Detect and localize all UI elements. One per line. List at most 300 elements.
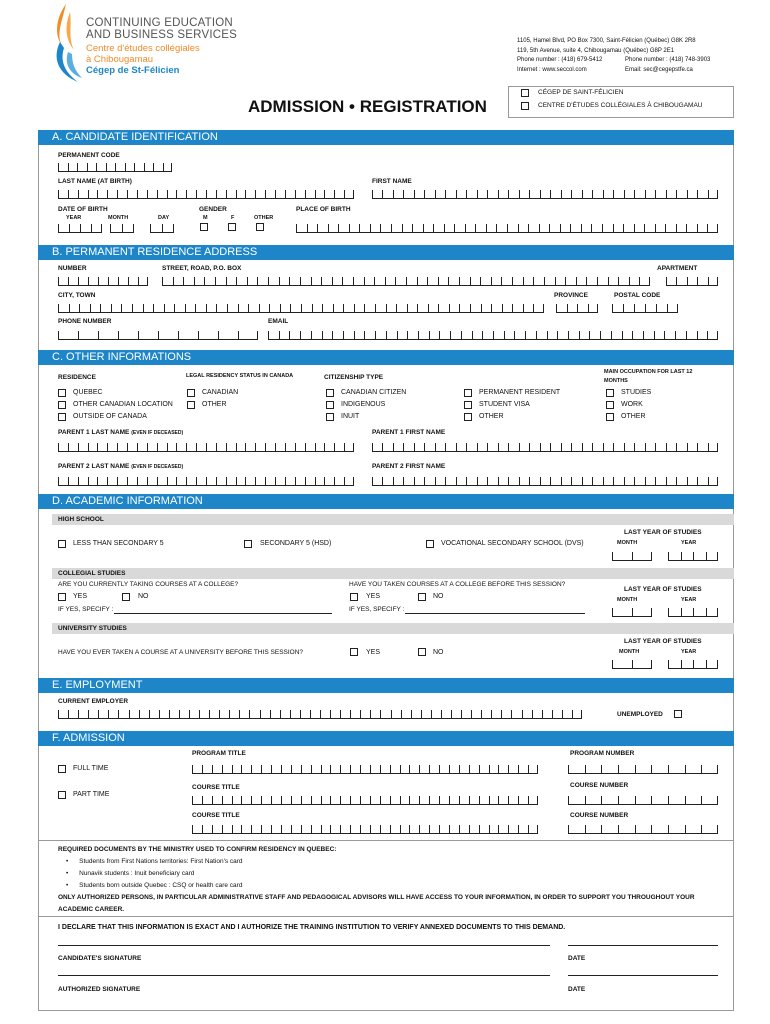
campus-option-label: CENTRE D'ÉTUDES COLLÉGIALES À CHIBOUGAMAU — [538, 102, 703, 109]
occupation-other-checkbox[interactable] — [606, 413, 614, 421]
box-divider — [552, 710, 553, 718]
box-divider — [508, 190, 509, 198]
box-divider — [489, 825, 490, 833]
box-divider — [311, 765, 312, 773]
year-label: YEAR — [66, 215, 82, 221]
box-divider — [624, 443, 625, 451]
gender-m-checkbox[interactable] — [200, 223, 208, 231]
box-divider — [475, 224, 476, 232]
box-divider — [268, 277, 269, 285]
hs-last-year-label: LAST YEAR OF STUDIES — [624, 529, 702, 536]
box-divider — [540, 190, 541, 198]
box-divider — [364, 304, 365, 312]
box-divider — [353, 277, 354, 285]
box-divider — [390, 825, 391, 833]
birth-year-field[interactable] — [58, 221, 102, 233]
part-time-checkbox[interactable] — [58, 791, 66, 799]
citizen-inuit-checkbox[interactable] — [326, 413, 334, 421]
gender-other-checkbox[interactable] — [256, 223, 264, 231]
box-divider — [202, 825, 203, 833]
box-divider — [498, 477, 499, 485]
box-divider — [78, 477, 79, 485]
box-divider — [668, 796, 669, 804]
parent1-note: (EVEN IF DECEASED) — [131, 430, 184, 436]
legal-canadian-checkbox[interactable] — [187, 389, 195, 397]
box-divider — [666, 277, 667, 285]
box-divider — [645, 477, 646, 485]
box-divider — [226, 277, 227, 285]
box-divider — [632, 331, 633, 339]
hs-month-field[interactable] — [612, 549, 652, 561]
course-number-field-2[interactable] — [568, 822, 718, 834]
box-divider — [58, 304, 59, 312]
box-divider — [697, 190, 698, 198]
campus-stfelicien-checkbox[interactable] — [521, 89, 529, 97]
month-label: MONTH — [619, 649, 640, 655]
box-divider — [58, 331, 59, 339]
street-label: STREET, ROAD, P.O. BOX — [162, 265, 242, 272]
box-divider — [149, 710, 150, 718]
box-divider — [419, 796, 420, 804]
box-divider — [651, 765, 652, 773]
box-divider — [424, 443, 425, 451]
box-divider — [529, 477, 530, 485]
box-divider — [493, 331, 494, 339]
program-number-field[interactable] — [568, 762, 718, 774]
college-month-field[interactable] — [612, 605, 652, 617]
box-divider — [171, 163, 172, 171]
box-divider — [390, 765, 391, 773]
box-divider — [295, 190, 296, 198]
box-divider — [88, 443, 89, 451]
box-divider — [79, 304, 80, 312]
box-divider — [239, 710, 240, 718]
box-divider — [448, 277, 449, 285]
box-divider — [330, 796, 331, 804]
box-divider — [340, 825, 341, 833]
no-label: NO — [138, 593, 149, 600]
box-divider — [360, 825, 361, 833]
box-divider — [514, 331, 515, 339]
box-divider — [144, 163, 145, 171]
box-divider — [445, 477, 446, 485]
option-label: CANADIAN — [202, 389, 239, 396]
yes-label: YES — [366, 649, 381, 656]
part-time-label: PART TIME — [73, 791, 110, 798]
box-divider — [644, 224, 645, 232]
gender-f-checkbox[interactable] — [228, 223, 236, 231]
box-divider — [212, 825, 213, 833]
box-divider — [429, 331, 430, 339]
box-divider — [634, 477, 635, 485]
box-divider — [456, 443, 457, 451]
box-divider — [375, 331, 376, 339]
box-divider — [91, 224, 92, 232]
box-divider — [251, 796, 252, 804]
box-divider — [472, 331, 473, 339]
birth-month-field[interactable] — [110, 221, 134, 233]
province-field[interactable] — [556, 301, 598, 313]
box-divider — [407, 331, 408, 339]
street-field[interactable] — [162, 274, 650, 286]
box-divider — [414, 190, 415, 198]
permanent-code-field[interactable] — [58, 160, 172, 172]
parent2-first-field[interactable] — [372, 474, 718, 486]
box-divider — [540, 477, 541, 485]
footer-divider — [38, 916, 734, 917]
box-divider — [179, 710, 180, 718]
email-field[interactable] — [268, 328, 718, 340]
current-no-checkbox[interactable] — [122, 593, 130, 601]
course-number-label: COURSE NUMBER — [570, 782, 629, 789]
box-divider — [525, 331, 526, 339]
box-divider — [465, 224, 466, 232]
box-divider — [487, 190, 488, 198]
box-divider — [589, 331, 590, 339]
gender-m-label: M — [203, 215, 208, 221]
current-specify-field[interactable] — [114, 607, 332, 614]
box-divider — [454, 224, 455, 232]
section-f-header: F. ADMISSION — [38, 731, 734, 746]
parent1-first-field[interactable] — [372, 440, 718, 452]
box-divider — [359, 224, 360, 232]
candidate-signature-field[interactable] — [58, 945, 550, 946]
province-label: PROVINCE — [554, 292, 588, 299]
option-label: INDIGENOUS — [341, 401, 386, 408]
q-univ-label: HAVE YOU EVER TAKEN A COURSE AT A UNIVERSITY BEFORE THIS SESSION? — [58, 649, 304, 656]
box-divider — [186, 443, 187, 451]
box-divider — [693, 660, 694, 668]
box-divider — [450, 331, 451, 339]
univ-year-field[interactable] — [668, 657, 718, 669]
box-divider — [417, 304, 418, 312]
box-divider — [603, 190, 604, 198]
box-divider — [414, 443, 415, 451]
box-divider — [528, 796, 529, 804]
college-year-field[interactable] — [668, 605, 718, 617]
privacy-notice: ONLY AUTHORIZED PERSONS, IN PARTICULAR ADMINISTRATIVE STAFF AND PEDAGOGICAL ADVISORS WILL HAVE ACCESS TO YOUR INFORMATION, IN ORDER TO SUPPORT YOU THROUGHOUT YOUR ACADEMIC CAREER. — [58, 894, 695, 913]
box-divider — [501, 277, 502, 285]
box-divider — [281, 825, 282, 833]
phone-field[interactable] — [58, 328, 258, 340]
option-label: WORK — [621, 401, 643, 408]
box-divider — [438, 304, 439, 312]
box-divider — [668, 552, 669, 560]
parent1-last-label — [58, 429, 183, 436]
box-divider — [147, 277, 148, 285]
box-divider — [693, 608, 694, 616]
box-divider — [701, 825, 702, 833]
box-divider — [424, 190, 425, 198]
box-divider — [269, 304, 270, 312]
box-divider — [372, 477, 373, 485]
parent1-last-field[interactable] — [58, 440, 354, 452]
box-divider — [577, 304, 578, 312]
unemployed-checkbox[interactable] — [674, 710, 682, 718]
box-divider — [439, 825, 440, 833]
box-divider — [612, 608, 613, 616]
box-divider — [167, 190, 168, 198]
box-divider — [137, 477, 138, 485]
box-divider — [603, 477, 604, 485]
box-divider — [189, 710, 190, 718]
high-school-subheader: HIGH SCHOOL — [52, 514, 734, 525]
before-specify-field[interactable] — [405, 607, 585, 614]
form-title: ADMISSION • REGISTRATION — [248, 97, 487, 116]
last-name-field[interactable] — [58, 187, 354, 199]
legal-status-label: LEGAL RESIDENCY STATUS IN CANADA — [186, 373, 294, 379]
box-divider — [406, 277, 407, 285]
box-divider — [568, 796, 569, 804]
box-divider — [330, 825, 331, 833]
box-divider — [236, 277, 237, 285]
box-divider — [529, 443, 530, 451]
box-divider — [127, 477, 128, 485]
logo-line3: Centre d'études collégiales — [86, 43, 200, 54]
box-divider — [449, 825, 450, 833]
parent2-last-field[interactable] — [58, 474, 354, 486]
program-title-field[interactable] — [192, 762, 538, 774]
city-field[interactable] — [58, 301, 544, 313]
univ-yes-checkbox[interactable] — [350, 648, 358, 656]
box-divider — [635, 765, 636, 773]
box-divider — [279, 331, 280, 339]
logo-line2: AND BUSINESS SERVICES — [86, 29, 237, 41]
box-divider — [382, 190, 383, 198]
box-divider — [147, 443, 148, 451]
box-divider — [466, 443, 467, 451]
box-divider — [482, 331, 483, 339]
box-divider — [290, 304, 291, 312]
box-divider — [386, 331, 387, 339]
box-divider — [632, 608, 633, 616]
box-divider — [470, 277, 471, 285]
hs-less-than-sec5-checkbox[interactable] — [58, 540, 66, 548]
box-divider — [697, 224, 698, 232]
box-divider — [491, 277, 492, 285]
box-divider — [353, 190, 354, 198]
box-divider — [290, 710, 291, 718]
option-label: OTHER — [202, 401, 227, 408]
box-divider — [226, 477, 227, 485]
postal-code-field[interactable] — [612, 301, 678, 313]
box-divider — [321, 796, 322, 804]
legal-other-checkbox[interactable] — [187, 401, 195, 409]
box-divider — [192, 765, 193, 773]
before-no-checkbox[interactable] — [418, 593, 426, 601]
box-divider — [439, 796, 440, 804]
apartment-field[interactable] — [666, 274, 718, 286]
box-divider — [350, 765, 351, 773]
box-divider — [537, 765, 538, 773]
box-divider — [380, 825, 381, 833]
box-divider — [311, 825, 312, 833]
course-number-field-1[interactable] — [568, 793, 718, 805]
box-divider — [402, 224, 403, 232]
place-of-birth-field[interactable] — [296, 221, 718, 233]
box-divider — [301, 304, 302, 312]
box-divider — [565, 277, 566, 285]
box-divider — [466, 190, 467, 198]
box-divider — [186, 190, 187, 198]
box-divider — [519, 190, 520, 198]
univ-no-checkbox[interactable] — [418, 648, 426, 656]
residence-quebec-checkbox[interactable] — [58, 389, 66, 397]
box-divider — [176, 190, 177, 198]
yes-label: YES — [366, 593, 381, 600]
box-divider — [150, 224, 151, 232]
box-divider — [330, 765, 331, 773]
box-divider — [374, 277, 375, 285]
box-divider — [717, 765, 718, 773]
box-divider — [350, 796, 351, 804]
box-divider — [470, 304, 471, 312]
box-divider — [108, 277, 109, 285]
box-divider — [248, 304, 249, 312]
citizen-canadian-checkbox[interactable] — [326, 389, 334, 397]
bullet-text: Students born outside Quebec : CSQ or health care card — [79, 882, 243, 889]
box-divider — [419, 825, 420, 833]
box-divider — [206, 443, 207, 451]
authorized-signature-field[interactable] — [58, 975, 550, 976]
box-divider — [137, 443, 138, 451]
box-divider — [611, 331, 612, 339]
box-divider — [582, 443, 583, 451]
box-divider — [261, 765, 262, 773]
authorized-signature-label: AUTHORIZED SIGNATURE — [58, 986, 141, 993]
course-title-field-1[interactable] — [192, 793, 538, 805]
apartment-label: APARTMENT — [657, 265, 698, 272]
box-divider — [285, 190, 286, 198]
box-divider — [532, 710, 533, 718]
box-divider — [370, 825, 371, 833]
occupation-work-checkbox[interactable] — [606, 401, 614, 409]
candidate-date-field[interactable] — [568, 945, 718, 946]
bullet-item: • Students born outside Quebec : CSQ or health care card — [66, 882, 243, 889]
residence-other-canadian-checkbox[interactable] — [58, 401, 66, 409]
citizen-student-visa-checkbox[interactable] — [464, 401, 472, 409]
box-divider — [270, 710, 271, 718]
box-divider — [391, 710, 392, 718]
box-divider — [324, 190, 325, 198]
box-divider — [540, 443, 541, 451]
option-label: SECONDARY 5 (HSD) — [260, 540, 332, 547]
box-divider — [681, 608, 682, 616]
box-divider — [393, 443, 394, 451]
logo-text — [86, 17, 237, 76]
box-divider — [547, 331, 548, 339]
box-divider — [686, 224, 687, 232]
box-divider — [523, 304, 524, 312]
box-divider — [613, 190, 614, 198]
box-divider — [687, 277, 688, 285]
box-divider — [167, 443, 168, 451]
box-divider — [428, 304, 429, 312]
month-label: MONTH — [108, 215, 129, 221]
authorized-date-field[interactable] — [568, 975, 718, 976]
box-divider — [58, 477, 59, 485]
box-divider — [634, 304, 635, 312]
residence-outside-checkbox[interactable] — [58, 413, 66, 421]
box-divider — [334, 443, 335, 451]
box-divider — [498, 190, 499, 198]
box-divider — [280, 304, 281, 312]
box-divider — [400, 765, 401, 773]
box-divider — [69, 224, 70, 232]
box-divider — [591, 224, 592, 232]
box-divider — [300, 277, 301, 285]
box-divider — [385, 277, 386, 285]
hs-year-field[interactable] — [668, 549, 718, 561]
hs-vocational-checkbox[interactable] — [426, 540, 434, 548]
current-employer-field[interactable] — [58, 707, 582, 719]
box-divider — [643, 331, 644, 339]
box-divider — [216, 443, 217, 451]
box-divider — [58, 710, 59, 718]
box-divider — [344, 190, 345, 198]
option-label: LESS THAN SECONDARY 5 — [73, 540, 164, 547]
box-divider — [489, 796, 490, 804]
box-divider — [354, 331, 355, 339]
box-divider — [343, 304, 344, 312]
box-divider — [281, 765, 282, 773]
box-divider — [666, 477, 667, 485]
box-divider — [204, 277, 205, 285]
univ-month-field[interactable] — [612, 657, 652, 669]
box-divider — [315, 443, 316, 451]
box-divider — [651, 825, 652, 833]
postal-code-label: POSTAL CODE — [614, 292, 661, 299]
box-divider — [158, 331, 159, 339]
course-title-field-2[interactable] — [192, 822, 538, 834]
citizen-indigenous-checkbox[interactable] — [326, 401, 334, 409]
box-divider — [665, 224, 666, 232]
box-divider — [68, 277, 69, 285]
box-divider — [153, 304, 154, 312]
box-divider — [586, 277, 587, 285]
box-divider — [477, 190, 478, 198]
occupation-studies-checkbox[interactable] — [606, 389, 614, 397]
current-yes-checkbox[interactable] — [58, 593, 66, 601]
box-divider — [706, 608, 707, 616]
birth-day-field[interactable] — [150, 221, 174, 233]
before-yes-checkbox[interactable] — [350, 593, 358, 601]
box-divider — [196, 190, 197, 198]
candidate-signature-label: CANDIDATE'S SIGNATURE — [58, 955, 142, 962]
box-divider — [632, 552, 633, 560]
box-divider — [635, 796, 636, 804]
box-divider — [271, 796, 272, 804]
full-time-checkbox[interactable] — [58, 765, 66, 773]
box-divider — [162, 277, 163, 285]
box-divider — [386, 304, 387, 312]
box-divider — [613, 477, 614, 485]
citizen-permanent-resident-checkbox[interactable] — [464, 389, 472, 397]
address-line: Phone number : (418) 679-5412 — [517, 57, 603, 63]
box-divider — [98, 331, 99, 339]
number-field[interactable] — [58, 274, 148, 286]
box-divider — [717, 825, 718, 833]
citizen-other-checkbox[interactable] — [464, 413, 472, 421]
box-divider — [496, 224, 497, 232]
box-divider — [334, 190, 335, 198]
hs-sec5-checkbox[interactable] — [244, 540, 252, 548]
box-divider — [333, 304, 334, 312]
first-name-field[interactable] — [372, 187, 718, 199]
campus-chibougamau-checkbox[interactable] — [521, 102, 529, 110]
box-divider — [295, 443, 296, 451]
box-divider — [697, 443, 698, 451]
